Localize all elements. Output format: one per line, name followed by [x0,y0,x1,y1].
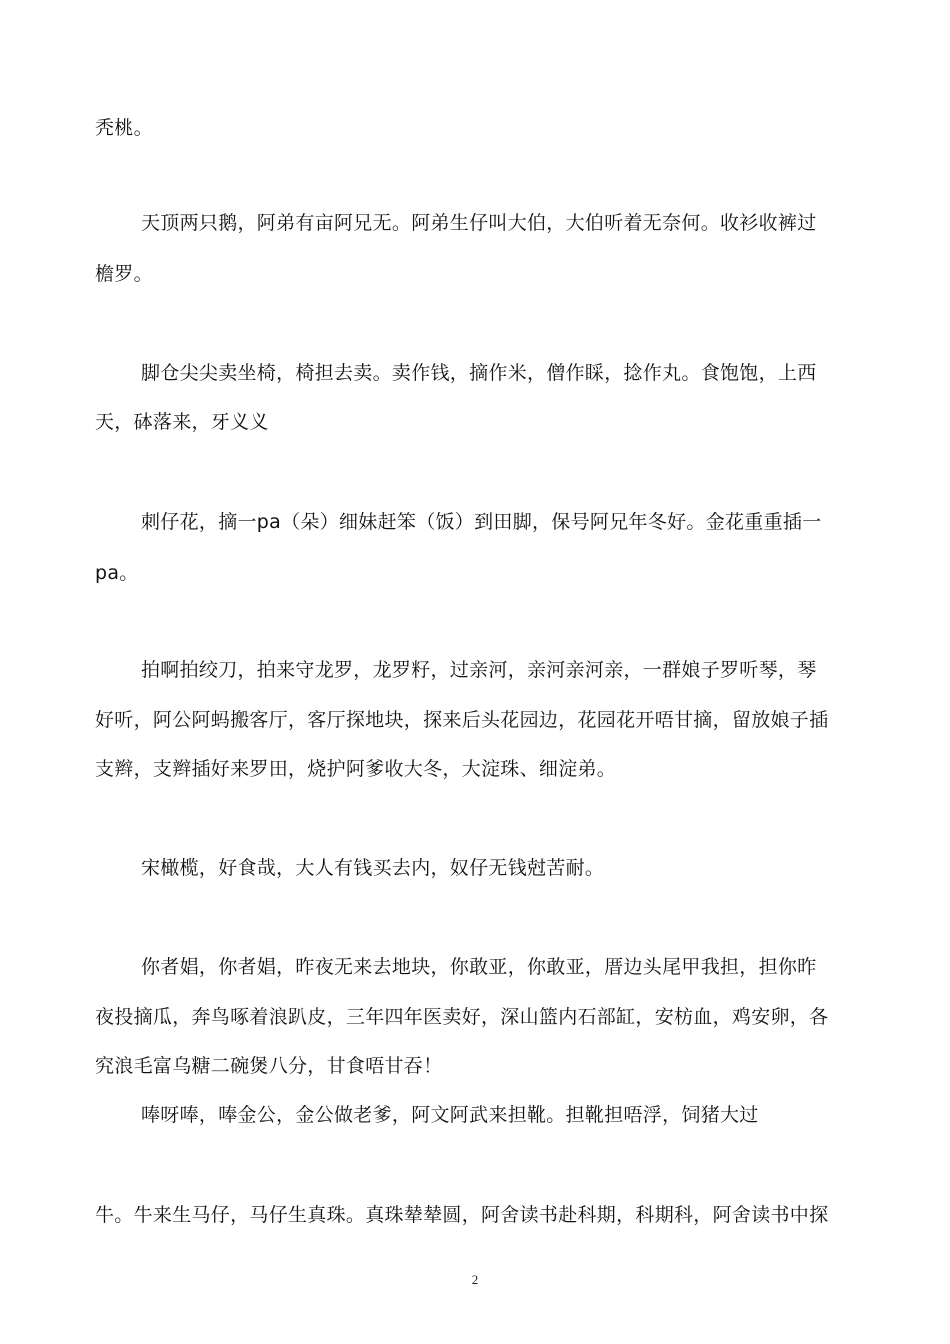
text-line: 刺仔花，摘一pa（朵）细妹赶笨（饭）到田脚，保号阿兄年冬好。金花重重插一 [141,511,822,533]
page-number: 2 [471,1272,479,1287]
text-line: 檐罗。 [95,263,153,285]
text-line: pa。 [95,562,139,584]
text-line: 究浪毛富乌糖二碗煲八分，甘食唔甘吞！ [95,1055,443,1077]
text-line: 支辫，支辫插好来罗田，烧护阿爹收大冬，大淀珠、细淀弟。 [95,758,617,780]
text-line: 夜投摘瓜，奔鸟啄着浪趴皮，三年四年医卖好，深山篮内石部缸，安枋血，鸡安卵，各 [95,1006,829,1028]
text-line: 你者娼，你者娼，昨夜无来去地块，你敢亚，你敢亚，厝边头尾甲我担，担你昨 [141,956,817,978]
text-line: 宋橄榄，好食哉，大人有钱买去内，奴仔无钱尅苦耐。 [141,857,605,879]
text-line: 脚仓尖尖卖坐椅，椅担去卖。卖作钱，摘作米，僧作睬，捻作丸。食饱饱，上西 [141,362,817,384]
text-line: 牛。牛来生马仔，马仔生真珠。真珠辇辇圆，阿舍读书赴科期，科期科，阿舍读书中探 [95,1204,829,1226]
text-line: 唪呀唪，唪金公，金公做老爹，阿文阿武来担靴。担靴担唔浮，饲猪大过 [141,1104,759,1126]
text-line: 秃桃。 [95,117,153,139]
text-line: 拍啊拍绞刀，拍来守龙罗，龙罗籽，过亲河，亲河亲河亲，一群娘子罗听琴，琴 [141,659,817,681]
text-line: 天，砵落来，牙义义 [95,411,269,433]
text-line: 天顶两只鹅，阿弟有亩阿兄无。阿弟生仔叫大伯，大伯听着无奈何。收衫收裤过 [141,212,817,234]
text-line: 好听，阿公阿蚂搬客厅，客厅探地块，探来后头花园边，花园花开唔甘摘，留放娘子插 [95,709,829,731]
